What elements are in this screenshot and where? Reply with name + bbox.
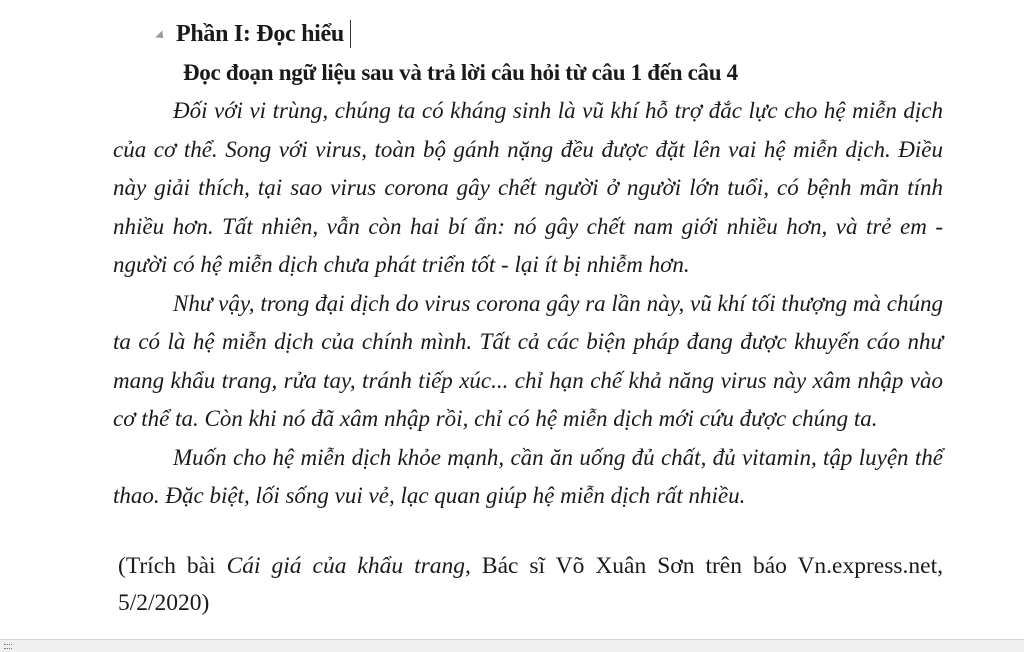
part-title: Phần I: Đọc hiểu — [176, 20, 344, 47]
collapse-heading-icon[interactable] — [155, 30, 166, 41]
passage-paragraph: Đối với vi trùng, chúng ta có kháng sinh là vũ khí hỗ trợ đắc lực cho hệ miễn dịch của cơ thể. Song với virus, toàn bộ gánh nặng đều được đặt lên vai hệ miễn dịch. Điều này giải thích, tại sao virus corona gây chết người ở người lớn tuổi, có bệnh mãn tính nhiều hơn. Tất nhiên, vẫn còn hai bí ẩn: nó gây chết nam giới nhiều hơn, và trẻ em - người có hệ miễn dịch chưa phát triển tốt - lại ít bị nhiễm hơn. — [113, 98, 943, 277]
instruction-heading: Đọc đoạn ngữ liệu sau và trả lời câu hỏi từ câu 1 đến câu 4 — [183, 60, 738, 85]
citation-prefix: (Trích bài — [118, 553, 227, 579]
heading-row — [156, 16, 351, 52]
citation-title: Cái giá của khẩu trang, — [226, 553, 471, 579]
citation-suffix: Bác sĩ Võ Xuân Sơn trên báo Vn.express.net, 5/2/2020) — [118, 553, 943, 616]
passage-paragraph: Như vậy, trong đại dịch do virus corona gây ra lần này, vũ khí tối thượng mà chúng ta có là hệ miễn dịch của chính mình. Tất cả các biện pháp đang được khuyến cáo như mang khẩu trang, rửa tay, tránh tiếp xúc... chỉ hạn chế khả năng virus này xâm nhập vào cơ thể ta. Còn khi nó đã xâm nhập rồi, chỉ có hệ miễn dịch mới cứu được chúng ta. — [113, 290, 943, 431]
passage-paragraph: Muốn cho hệ miễn dịch khỏe mạnh, cần ăn uống đủ chất, đủ vitamin, tập luyện thể thao. Đặc biệt, lối sống vui vẻ, lạc quan giúp hệ miễn dịch rất nhiều. — [113, 444, 943, 508]
text-cursor — [350, 20, 352, 48]
reading-passage — [113, 92, 943, 516]
status-grip-icon — [4, 644, 12, 649]
source-citation — [118, 548, 943, 622]
status-bar — [0, 639, 1024, 652]
